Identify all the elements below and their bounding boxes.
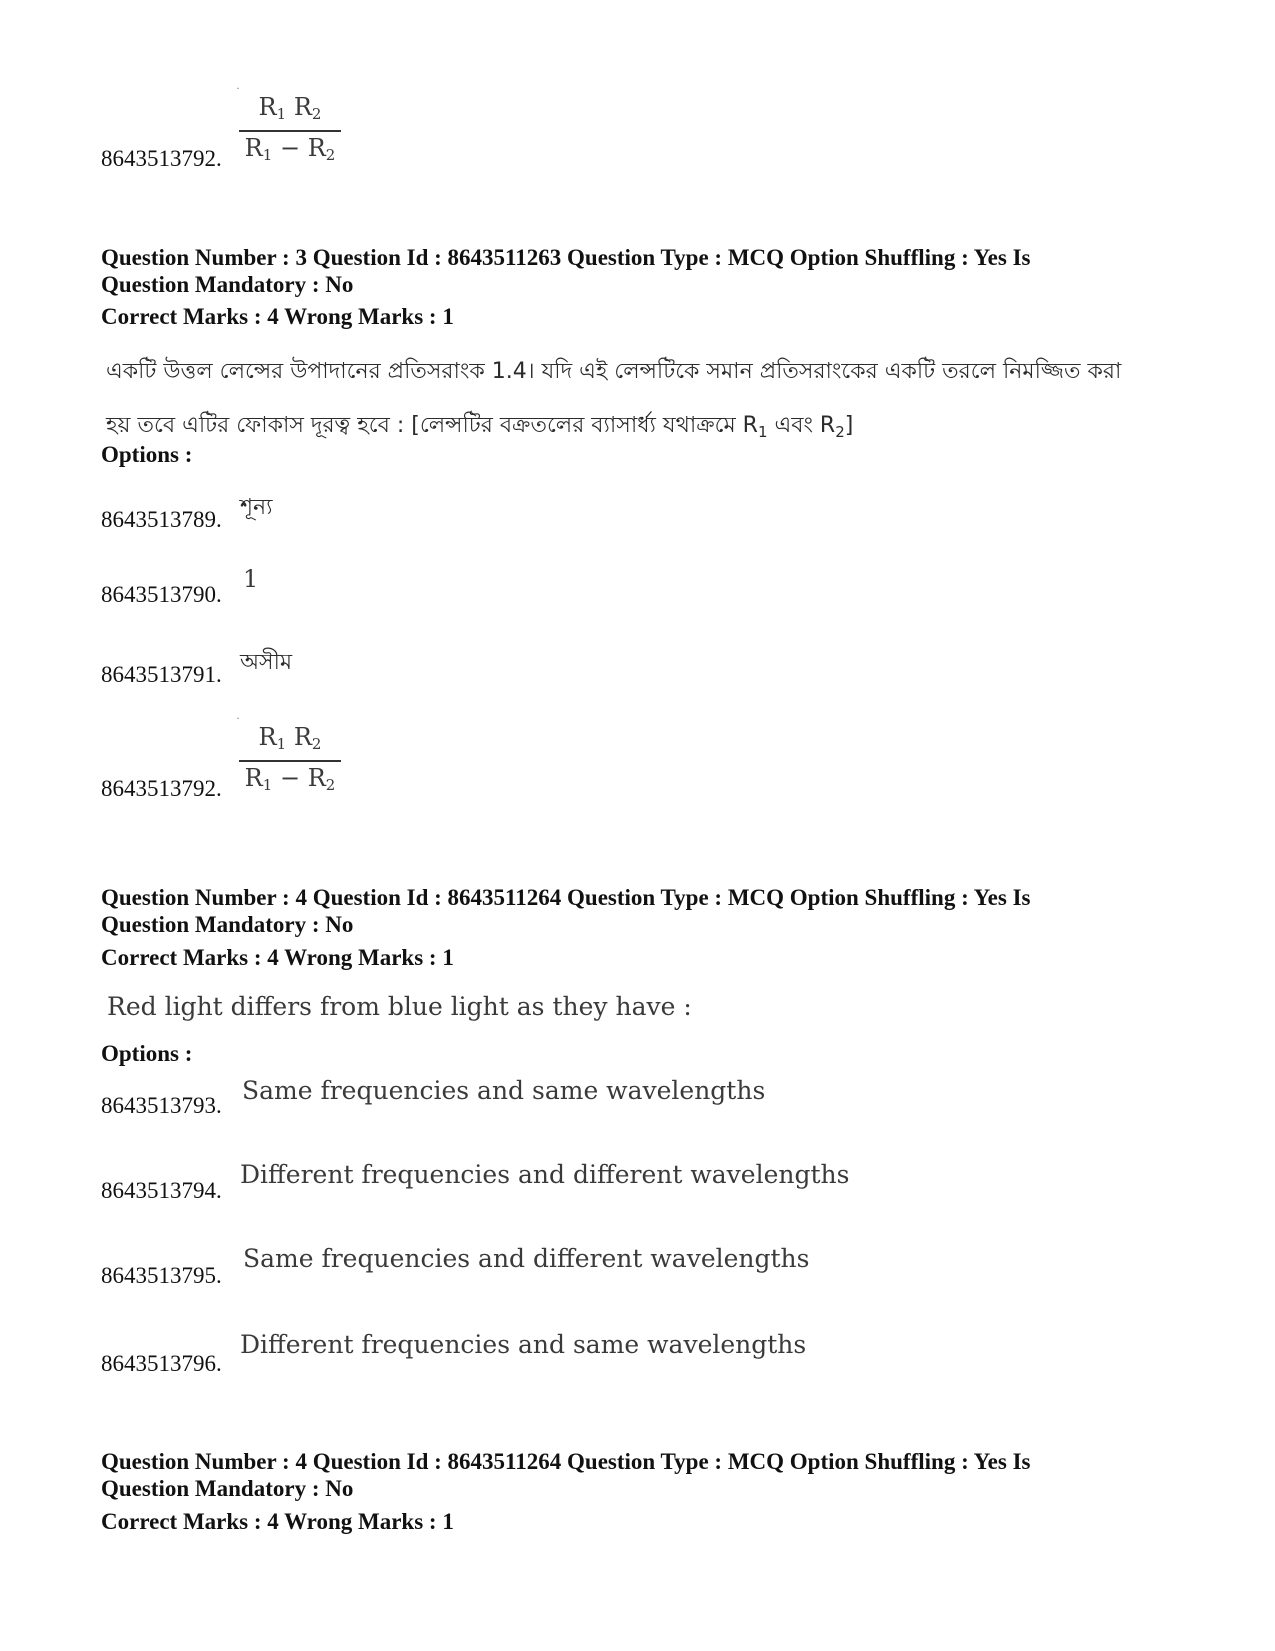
option-text: Different frequencies and same wavelengths [240, 1330, 807, 1359]
fraction-tick: ˙ [235, 716, 241, 730]
question-marks: Correct Marks : 4 Wrong Marks : 1 [101, 945, 454, 970]
fraction-formula [235, 716, 345, 800]
option-number: 8643513796. [101, 1351, 222, 1376]
option-text: 1 [243, 565, 259, 593]
fraction-bar [239, 760, 341, 762]
question-text-line1: একটি উত্তল লেন্সের উপাদানের প্রতিসরাংক 1.4। যদি এই লেন্সটিকে সমান প্রতিসরাংকের একটি তরলে নিমজ্জিত করা [106, 359, 1122, 384]
fraction-tick: ˙ [235, 86, 241, 100]
option-number: 8643513789. [101, 507, 222, 532]
option-number: 8643513791. [101, 662, 222, 687]
options-label: Options : [101, 442, 193, 467]
question-header: Question Number : 4 Question Id : 8643511264 Question Type : MCQ Option Shuffling : Yes Is [101, 885, 1031, 910]
question-text: Red light differs from blue light as they have : [107, 992, 692, 1021]
question-header: Question Number : 3 Question Id : 8643511263 Question Type : MCQ Option Shuffling : Yes Is [101, 245, 1031, 270]
fraction-formula [235, 86, 345, 170]
option-number: 8643513794. [101, 1178, 222, 1203]
question-header: Question Number : 4 Question Id : 8643511264 Question Type : MCQ Option Shuffling : Yes Is [101, 1449, 1031, 1474]
option-text: শূন্য [240, 495, 273, 520]
question-header-cont: Question Mandatory : No [101, 272, 354, 297]
fraction-denominator: $R_1 - R_2$ [244, 764, 336, 794]
option-text: অসীম [240, 650, 293, 675]
option-text: Same frequencies and different wavelengths [243, 1244, 810, 1273]
option-text: Same frequencies and same wavelengths [242, 1076, 766, 1105]
option-number: 8643513793. [101, 1093, 222, 1118]
question-marks: Correct Marks : 4 Wrong Marks : 1 [101, 1509, 454, 1534]
option-number: 8643513795. [101, 1263, 222, 1288]
question-marks: Correct Marks : 4 Wrong Marks : 1 [101, 304, 454, 329]
fraction-numerator: $R_1$ $R_2$ [258, 93, 322, 123]
fraction-bar [239, 130, 341, 132]
option-number: 8643513792. [101, 776, 222, 801]
question-text-line2: হয় তবে এটির ফোকাস দূরত্ব হবে : [লেন্সটির বক্রতলের ব্যাসার্ধ্য যথাক্রমে $R_1$ এবং $R_2$] [106, 413, 854, 441]
option-number: 8643513792. [101, 146, 222, 171]
fraction-numerator: $R_1$ $R_2$ [258, 723, 322, 753]
question-header-cont: Question Mandatory : No [101, 1476, 354, 1501]
options-label: Options : [101, 1041, 193, 1066]
fraction-denominator: $R_1 - R_2$ [244, 134, 336, 164]
question-header-cont: Question Mandatory : No [101, 912, 354, 937]
option-text: Different frequencies and different wavelengths [240, 1160, 850, 1189]
option-number: 8643513790. [101, 582, 222, 607]
